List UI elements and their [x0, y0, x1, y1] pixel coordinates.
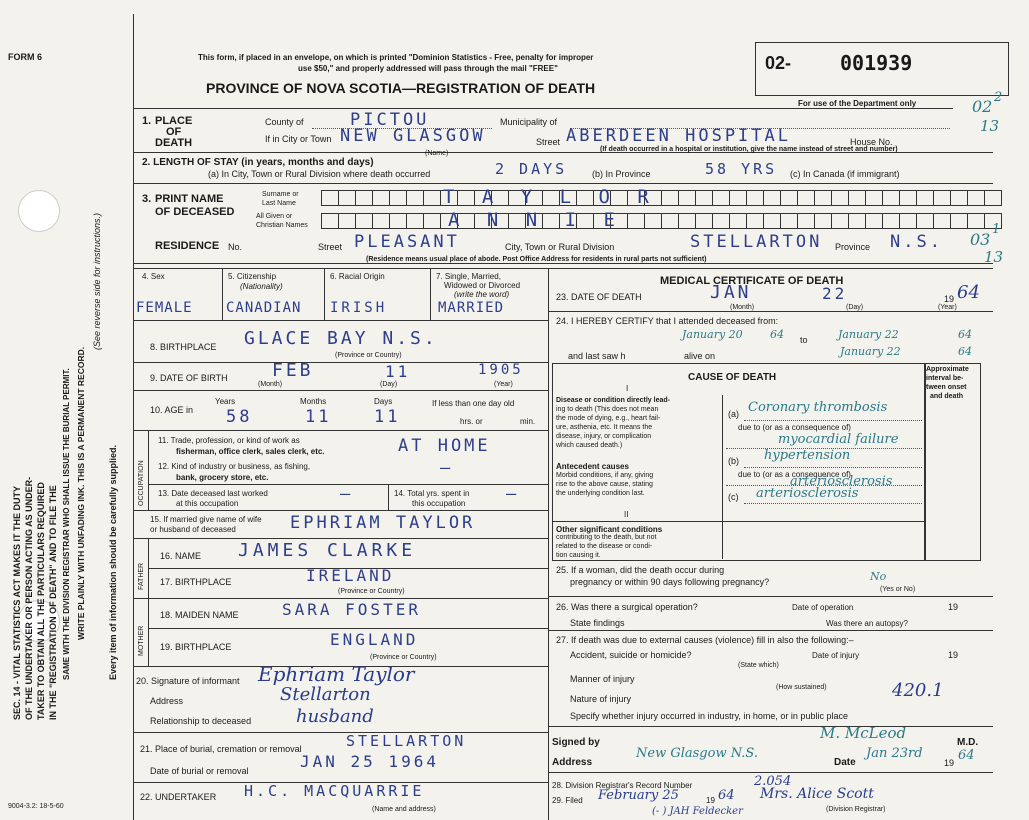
city-label: If in City or Town: [265, 134, 332, 144]
mother-side-divider: [148, 598, 149, 666]
margin-code-residence-2: 13: [984, 248, 1004, 266]
manner-hint: (How sustained): [776, 684, 827, 691]
other-conditions-3: related to the disease or condi-: [556, 543, 653, 550]
registrar-hint: (Division Registrar): [826, 806, 886, 813]
surgery-label: 26. Was there a surgical operation?: [556, 602, 698, 612]
pregnancy-label-1: 25. If a woman, did the death occur during: [556, 565, 725, 575]
dob-label: 9. DATE OF BIRTH: [150, 373, 228, 383]
row-line-occupation: [133, 510, 548, 511]
row-line-surgery: [548, 630, 993, 631]
hours-label: hrs. or: [460, 417, 483, 426]
accident-label: Accident, suicide or homicide?: [570, 650, 692, 660]
dob-year: 1905: [478, 362, 524, 378]
stay-a-value: 2 DAYS: [495, 160, 568, 178]
row-line-father: [133, 598, 548, 599]
row-line-spouse: [133, 538, 548, 539]
father-birthplace-label: 17. BIRTHPLACE: [160, 577, 232, 587]
attended-to-year: 64: [958, 328, 972, 341]
dob-month: FEB: [272, 360, 314, 381]
punch-hole-top: [18, 190, 60, 232]
attended-to-value: January 22: [838, 328, 899, 341]
given-name-boxes: [322, 213, 1002, 229]
external-label: 27. If death was due to external causes (violence) fill in also the following:–: [556, 635, 854, 645]
place-label: PLACE: [155, 115, 193, 127]
occupation-side-divider: [148, 430, 149, 510]
row-line-informant: [133, 732, 548, 733]
signature-year-value: 64: [958, 748, 975, 763]
death-day-value: 22: [822, 284, 848, 303]
father-name-label: 16. NAME: [160, 551, 202, 561]
sex-label: 4. Sex: [142, 272, 165, 281]
residence-street-value: PLEASANT: [354, 232, 460, 252]
burial-place-label: 21. Place of burial, cremation or removal: [140, 744, 302, 754]
age-months-label: Months: [300, 397, 327, 406]
row-line-personal: [133, 320, 548, 321]
mail-notice-2: use $50," and properly addressed will pass through the mail "FREE": [298, 64, 558, 73]
place-label-death: DEATH: [155, 137, 193, 149]
residence-city-label: City, Town or Rural Division: [505, 242, 615, 252]
birthplace-label: 8. BIRTHPLACE: [150, 342, 217, 352]
cause-roman-1: I: [626, 384, 629, 393]
disease-label-6: which caused death.): [556, 442, 623, 449]
row-line-external: [548, 726, 993, 727]
cause-label-divider: [722, 395, 723, 559]
operation-year-prefix: 19: [948, 602, 959, 612]
municipality-label: Municipality of: [500, 117, 558, 127]
attended-to-label: to: [800, 335, 808, 345]
birthplace-value: GLACE BAY N.S.: [244, 328, 438, 349]
cause-b-label: (b): [728, 456, 739, 466]
house-no-label: House No.: [850, 137, 893, 147]
death-month-hint: (Month): [730, 304, 755, 311]
disease-label-4: ure, asthenia, etc. It means the: [556, 424, 653, 431]
disease-label-2: ing to death (This does not mean: [556, 406, 659, 413]
cause-b-value: hypertension: [764, 448, 851, 463]
dob-day: 11: [385, 362, 411, 381]
last-saw-value: January 22: [840, 345, 901, 358]
stay-b-value: 58 YRS: [705, 160, 778, 178]
signature-date-value: Jan 23rd: [866, 746, 923, 761]
due-to-value-2: arteriosclerosis: [790, 474, 893, 489]
findings-label: State findings: [570, 618, 625, 628]
registration-number: 001939: [840, 51, 913, 75]
pregnancy-value: No: [870, 570, 887, 583]
citizenship-value: CANADIAN: [226, 300, 302, 316]
racial-value: IRISH: [330, 300, 388, 316]
other-conditions-4: tion causing it.: [556, 552, 601, 559]
given-label-1: All Given or: [256, 213, 293, 220]
pregnancy-label-2: pregnancy or within 90 days following pregnancy?: [570, 577, 770, 587]
disease-label-1: Disease or condition directly lead-: [556, 397, 670, 404]
sex-value: FEMALE: [136, 300, 193, 316]
residence-city-value: STELLARTON: [690, 232, 823, 252]
under-one-day-label: If less than one day old: [432, 399, 515, 408]
margin-code-top-2: 13: [980, 117, 1000, 135]
registrar-bottom-note: (- ) JAH Feldecker: [652, 806, 743, 817]
interval-label-4: and death: [930, 393, 964, 400]
street-value: ABERDEEN HOSPITAL: [566, 126, 791, 146]
filed-label: 29. Filed: [552, 796, 583, 805]
col-divider-racial: [430, 268, 431, 320]
surname-boxes: [322, 190, 1002, 206]
informant-signature-label: 20. Signature of informant: [136, 676, 240, 686]
mother-maiden-value: SARA FOSTER: [282, 600, 421, 619]
attended-from-value: January 20: [682, 328, 743, 341]
county-value: PICTOU: [350, 110, 430, 130]
side-instructions-5: SAME WITH THE DIVISION REGISTRAR WHO SHALL ISSUE THE BURIAL PERMIT.: [62, 368, 71, 680]
frame-line-4: [133, 263, 993, 264]
margin-code-top-sup: 2: [994, 90, 1003, 105]
death-day-hint: (Day): [846, 304, 864, 311]
row-line-mother-name: [148, 628, 548, 629]
age-years-value: 58: [226, 407, 253, 427]
due-to-label-2: due to (or as a consequence of): [738, 470, 851, 479]
street-label: Street: [536, 137, 561, 147]
age-days-label: Days: [374, 397, 393, 406]
side-instructions-2: OF THE UNDERTAKER OR PERSON ACTING AS UNDER-: [24, 476, 34, 720]
antecedent-label-3: rise to the above cause, stating: [556, 481, 653, 488]
cause-roman-2: II: [624, 510, 629, 519]
due-to-label-1: due to (or as a consequence of): [738, 423, 851, 432]
residence-province-label: Province: [835, 242, 871, 252]
side-instructions-6: WRITE PLAINLY WITH UNFADING INK. THIS IS A PERMANENT RECORD.: [76, 346, 86, 640]
row-line-dob: [133, 390, 548, 391]
total-years-label-2: this occupation: [412, 499, 466, 508]
signature-address-value: New Glasgow N.S.: [636, 746, 758, 761]
manner-label: Manner of injury: [570, 674, 635, 684]
last-saw-year: 64: [958, 345, 972, 358]
cause-c-value: arteriosclerosis: [756, 486, 859, 501]
margin-code-top: 02: [972, 97, 993, 116]
signature-year-prefix: 19: [944, 758, 955, 768]
death-year-prefix: 19: [944, 294, 955, 304]
other-conditions-2: contributing to the death, but not: [556, 534, 657, 541]
death-year-hint: (Year): [938, 304, 957, 311]
form-print-code: 9004-3.2: 18-5-60: [8, 803, 64, 810]
nature-label: Nature of injury: [570, 694, 632, 704]
minutes-label: min.: [520, 417, 536, 426]
place-label-no: 1.: [142, 115, 152, 127]
last-saw-alive-label: alive on: [684, 351, 716, 361]
side-instructions-3: TAKER TO OBTAIN ALL THE PARTICULARS REQUIRED: [36, 482, 46, 720]
trade-label-2: fisherman, office clerk, sales clerk, etc.: [176, 447, 325, 456]
father-section-label: FATHER: [138, 562, 145, 590]
age-label: 10. AGE in: [150, 405, 194, 415]
antecedent-label-1: Antecedent causes: [556, 462, 629, 471]
interval-label-3: tween onset: [926, 384, 967, 391]
certify-label: 24. I HEREBY CERTIFY that I attended deceased from:: [556, 316, 779, 326]
filed-year-value: 64: [718, 788, 735, 803]
marital-label-3: (write the word): [454, 290, 510, 299]
divider-left-right: [548, 268, 549, 820]
frame-line-1: [133, 108, 953, 109]
specify-label: Specify whether injury occurred in industry, in home, or in public place: [570, 711, 848, 721]
mother-birthplace-value: ENGLAND: [330, 630, 419, 649]
form-left-border: [133, 14, 134, 820]
cause-a-label: (a): [728, 409, 739, 419]
undertaker-value: H.C. MACQUARRIE: [244, 782, 425, 800]
antecedent-label-2: Morbid conditions, if any, giving: [556, 472, 654, 479]
surname-value: T A Y L O R: [443, 186, 657, 208]
cause-b-line: [744, 467, 922, 468]
filed-year-prefix: 19: [706, 796, 715, 805]
injury-date-label: Date of injury: [812, 651, 860, 660]
cause-c-line: [744, 503, 922, 504]
burial-date-value: JAN 25 1964: [300, 752, 439, 771]
col-divider-citizenship: [324, 268, 325, 320]
filed-value: February 25: [598, 788, 679, 803]
pregnancy-hint: (Yes or No): [880, 586, 916, 593]
marital-value: MARRIED: [438, 300, 505, 316]
signed-by-value: M. McLeod: [820, 724, 907, 742]
informant-address: Stellarton: [280, 684, 371, 705]
father-birthplace-hint: (Province or Country): [338, 588, 405, 595]
col-divider-total-years: [388, 484, 389, 510]
hospital-note: (If death occurred in a hospital or institution, give the name instead of street and number): [600, 146, 898, 153]
burial-place-value: STELLARTON: [346, 732, 467, 750]
side-instructions-4: IN THE "REGISTRATION OF DEATH" AND TO FILE THE: [48, 485, 58, 720]
stay-a-label: (a) In City, Town or Rural Division where death occurred: [208, 169, 431, 179]
occupation-section-label: OCCUPATION: [138, 460, 145, 506]
registrar-name: Mrs. Alice Scott: [760, 786, 874, 802]
marital-label-1: 7. Single, Married,: [436, 272, 501, 281]
given-name-value: A N N I E: [448, 209, 623, 231]
col-divider-sex: [222, 268, 223, 320]
informant-signature: Ephriam Taylor: [258, 662, 415, 686]
stay-label: 2. LENGTH OF STAY (in years, months and days): [142, 157, 374, 168]
mother-maiden-label: 18. MAIDEN NAME: [160, 610, 239, 620]
burial-date-label: Date of burial or removal: [150, 766, 249, 776]
residence-street-label: Street: [318, 242, 343, 252]
surname-label-2: Last Name: [262, 200, 296, 207]
margin-code-residence: 03: [970, 230, 991, 249]
injury-year-prefix: 19: [948, 650, 959, 660]
row-line-pregnancy: [548, 596, 993, 597]
frame-line-3: [133, 183, 993, 184]
name-label-no: 3.: [142, 193, 152, 205]
residence-label: RESIDENCE: [155, 240, 220, 252]
father-name-value: JAMES CLARKE: [238, 540, 417, 561]
mother-section-label: MOTHER: [138, 625, 145, 656]
death-month-value: JAN: [710, 282, 752, 303]
cause-divider: [552, 521, 924, 522]
nature-value: 420.1: [892, 680, 944, 701]
autopsy-label: Was there an autopsy?: [826, 619, 908, 628]
due-to-value-1: myocardial failure: [778, 432, 899, 447]
registration-prefix: 02-: [765, 53, 792, 73]
trade-label-1: 11. Trade, profession, or kind of work as: [158, 436, 300, 445]
total-years-value: —: [506, 484, 520, 504]
accident-hint: (State which): [738, 662, 779, 669]
surname-label-1: Surname or: [262, 191, 299, 198]
undertaker-hint: (Name and address): [372, 806, 436, 813]
relationship-label: Relationship to deceased: [150, 716, 252, 726]
trade-value: AT HOME: [398, 436, 491, 456]
racial-label: 6. Racial Origin: [330, 272, 385, 281]
cause-a-value: Coronary thrombosis: [748, 400, 888, 415]
marital-label-2: Widowed or Divorced: [444, 281, 521, 290]
signature-address-label: Address: [552, 757, 593, 768]
dob-year-hint: (Year): [494, 381, 513, 388]
industry-value: —: [440, 458, 454, 478]
stay-c-label: (c) In Canada (if immigrant): [790, 169, 900, 179]
spouse-label-1: 15. If married give name of wife: [150, 515, 262, 524]
department-use-label: For use of the Department only: [798, 99, 917, 108]
mail-notice-1: This form, if placed in an envelope, on which is printed "Dominion Statistics - Free, penalty for improper: [198, 53, 594, 62]
interval-label-2: interval be-: [926, 375, 964, 382]
margin-code-residence-sup: 1: [992, 222, 1001, 237]
record-number-value: 2.054: [754, 774, 792, 789]
row-line-signature: [548, 772, 993, 773]
industry-label-1: 12. Kind of industry or business, as fishing,: [158, 462, 311, 471]
cause-a-line: [744, 420, 922, 421]
city-value: NEW GLASGOW: [340, 126, 486, 146]
attended-from-year: 64: [770, 328, 784, 341]
row-line-death-date: [548, 311, 993, 312]
age-years-label: Years: [215, 397, 236, 406]
md-label: M.D.: [957, 737, 979, 748]
father-birthplace-value: IRELAND: [306, 566, 395, 585]
residence-province-value: N.S.: [890, 232, 943, 252]
county-label: County of: [265, 117, 304, 127]
side-instructions-7: (See reverse side for instructions.): [92, 212, 102, 350]
citizenship-label: 5. Citizenship: [228, 272, 277, 281]
stay-b-label: (b) In Province: [592, 169, 651, 179]
given-label-2: Christian Names: [256, 222, 308, 229]
age-days-value: 11: [374, 407, 401, 427]
disease-label-3: the mode of dying, e.g., heart fail-: [556, 415, 661, 422]
residence-no-label: No.: [228, 242, 243, 252]
side-instructions-1: SEC. 14 - VITAL STATISTICS ACT MAKES IT THE DUTY: [12, 485, 22, 720]
age-months-value: 11: [305, 407, 332, 427]
other-conditions-1: Other significant conditions: [556, 525, 663, 534]
side-instructions-8: Every item of information should be carefully supplied.: [108, 444, 118, 680]
last-saw-label: and last saw h: [568, 351, 626, 361]
birthplace-hint: (Province or Country): [335, 352, 402, 359]
signed-by-label: Signed by: [552, 737, 600, 748]
last-worked-label-1: 13. Date deceased last worked: [158, 489, 268, 498]
city-name-hint: (Name): [425, 150, 449, 157]
form-number: FORM 6: [8, 52, 43, 62]
dob-day-hint: (Day): [380, 381, 398, 388]
relationship-value: husband: [296, 706, 374, 727]
operation-date-label: Date of operation: [792, 603, 854, 612]
frame-line-5: [133, 268, 993, 269]
disease-label-5: disease, injury, or complication: [556, 433, 652, 440]
death-year-value: 64: [957, 282, 980, 303]
total-years-label-1: 14. Total yrs. spent in: [394, 489, 470, 498]
cause-of-death-title: CAUSE OF DEATH: [688, 372, 777, 383]
record-number-label: 28. Division Registrar's Record Number: [552, 781, 693, 790]
informant-address-label: Address: [150, 696, 184, 706]
name-label-2: OF DECEASED: [155, 206, 235, 218]
dob-month-hint: (Month): [258, 381, 283, 388]
antecedent-label-4: the underlying condition last.: [556, 490, 645, 497]
residence-note: (Residence means usual place of abode. Post Office Address for residents in rural parts not sufficient): [366, 256, 707, 263]
industry-label-2: bank, grocery store, etc.: [176, 473, 269, 482]
signature-date-label: Date: [834, 757, 856, 768]
last-worked-value: —: [340, 484, 354, 504]
place-label-of: OF: [166, 126, 182, 138]
row-line-age: [133, 430, 548, 431]
page-title: PROVINCE OF NOVA SCOTIA—REGISTRATION OF DEATH: [206, 80, 596, 96]
medical-certificate-title: MEDICAL CERTIFICATE OF DEATH: [660, 275, 844, 287]
undertaker-label: 22. UNDERTAKER: [140, 792, 217, 802]
mother-birthplace-label: 19. BIRTHPLACE: [160, 642, 232, 652]
mother-birthplace-hint: (Province or Country): [370, 654, 437, 661]
cause-c-label: (c): [728, 492, 739, 502]
spouse-value: EPHRIAM TAYLOR: [290, 513, 476, 533]
last-worked-label-2: at this occupation: [176, 499, 239, 508]
citizenship-hint: (Nationality): [240, 282, 283, 291]
spouse-label-2: or husband of deceased: [150, 525, 236, 534]
name-label-1: PRINT NAME: [155, 193, 224, 205]
date-of-death-label: 23. DATE OF DEATH: [556, 292, 642, 302]
interval-label-1: Approximate: [926, 366, 969, 373]
